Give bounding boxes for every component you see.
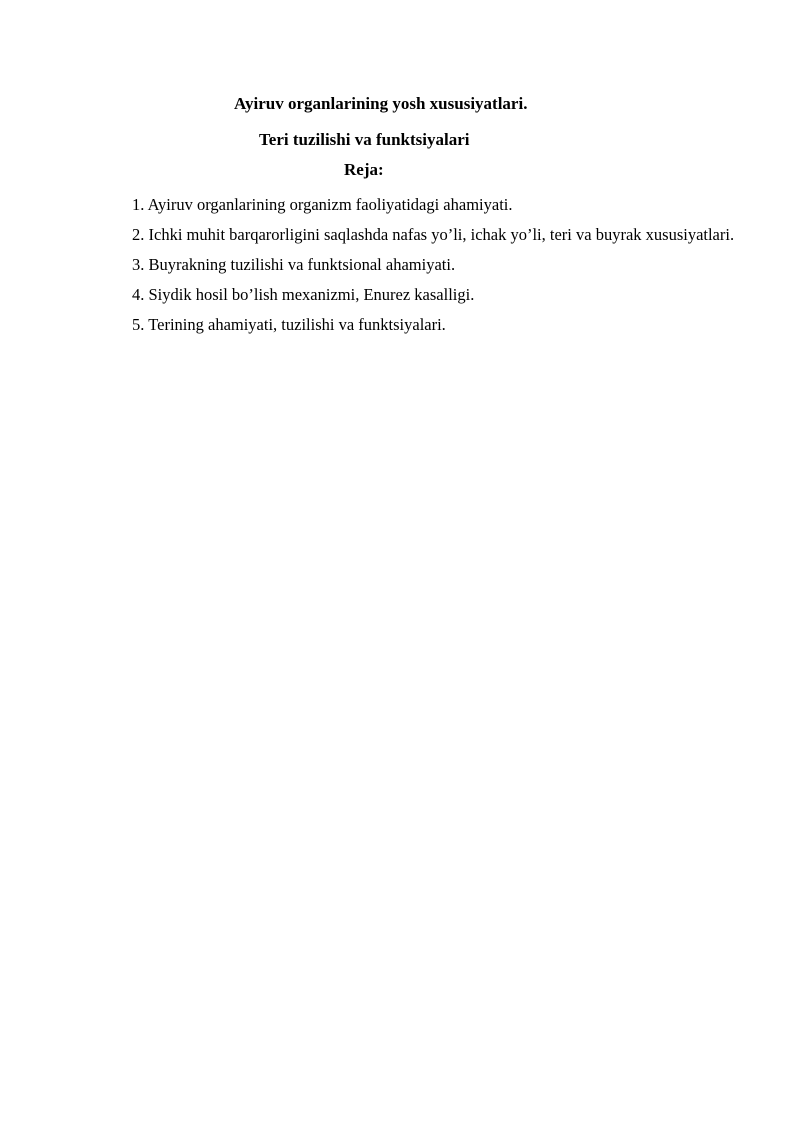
plan-list bbox=[132, 190, 737, 340]
plan-heading: Reja: bbox=[344, 160, 384, 179]
document-title: Ayiruv organlarining yosh xususiyatlari. bbox=[234, 94, 528, 113]
plan-item: 3. Buyrakning tuzilishi va funktsional ahamiyati. bbox=[132, 255, 456, 274]
plan-item: 2. Ichki muhit barqarorligini saqlashda nafas yo’li, ichak yo’li, teri va buyrak xususiyatlari. bbox=[132, 225, 735, 244]
plan-item: 1. Ayiruv organlarining organizm faoliyatidagi ahamiyati. bbox=[132, 195, 513, 214]
document-subtitle: Teri tuzilishi va funktsiyalari bbox=[259, 130, 470, 149]
plan-item: 4. Siydik hosil bo’lish mexanizmi, Enurez kasalligi. bbox=[132, 285, 475, 304]
plan-item: 5. Terining ahamiyati, tuzilishi va funktsiyalari. bbox=[132, 315, 446, 334]
